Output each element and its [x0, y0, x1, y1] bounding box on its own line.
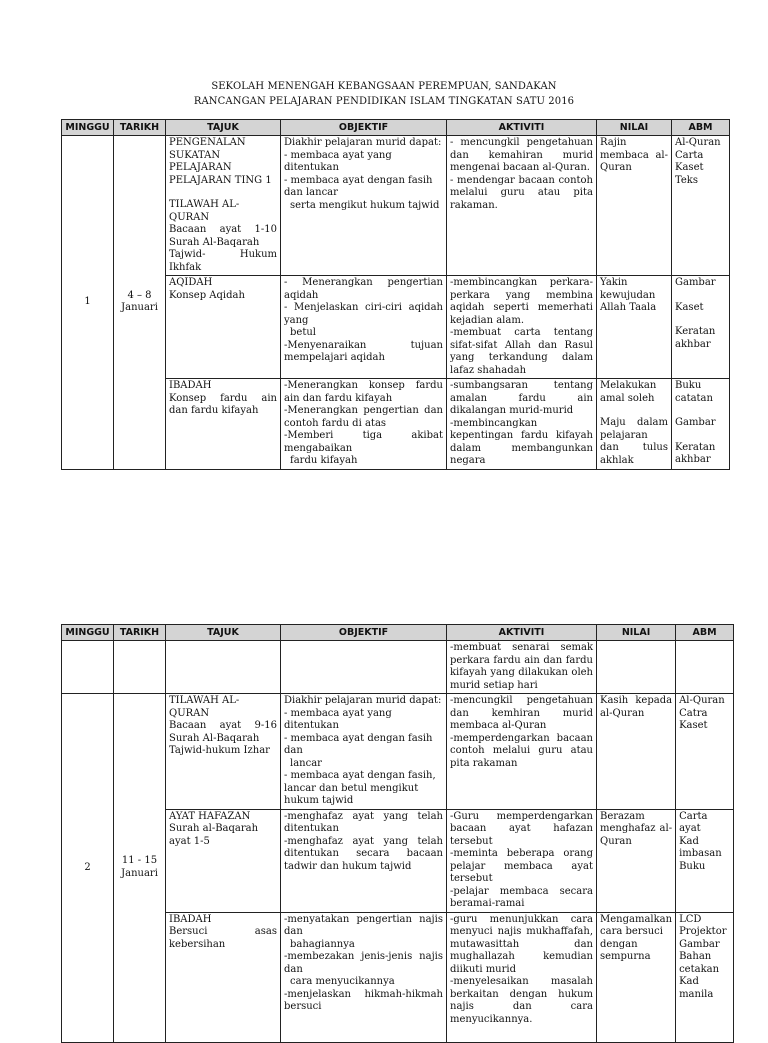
tajuk-line: Surah Al-Baqarah — [169, 236, 260, 248]
tarikh-range: 11 - 15 — [121, 855, 158, 867]
tajuk-line: Tajwid- Hukum — [169, 249, 277, 260]
aktiviti-line: -meminta beberapa orang pelajar membaca ayat tersebut — [450, 848, 593, 884]
tajuk-line: PELAJARAN — [169, 162, 232, 173]
abm-line: Al-Quran — [675, 137, 721, 148]
aktiviti-line: -guru menunjukkan cara menyuci najis mukhaffafah, mutawasittah dan mughallazah kemudian diikuti murid — [450, 913, 593, 975]
objektif-line: -Menerangkan pengertian dan contoh fardu di atas — [284, 405, 443, 429]
nilai-line: Mengamalkan cara bersuci dengan sempurna — [600, 913, 673, 962]
header-abm: ABM — [676, 625, 734, 641]
table-row — [62, 694, 734, 810]
cell-aktiviti — [447, 694, 597, 810]
cell-objektif — [281, 276, 447, 379]
abm-line: Carta ayat — [679, 810, 708, 834]
objektif-line: Diakhir pelajaran murid dapat: — [284, 137, 442, 148]
header-nilai: NILAI — [597, 120, 672, 136]
header-tajuk: TAJUK — [166, 625, 281, 641]
cell-objektif — [281, 809, 447, 912]
cell-nilai — [597, 379, 672, 470]
table-header-row — [62, 120, 730, 136]
abm-line: Buku — [679, 860, 706, 872]
objektif-line: -menjelaskan hikmah-hikmah bersuci — [284, 988, 443, 1012]
objektif-line: -Memberi tiga akibat mengabaikan — [284, 430, 443, 454]
aktiviti-line: -memperdengarkan bacaan contoh melalui guru atau pita rakaman — [450, 732, 593, 769]
aktiviti-line: - mendengar bacaan contoh melalui guru atau pita rakaman. — [450, 174, 593, 211]
abm-line: Gambar — [679, 938, 720, 950]
objektif-line: cara menyucikannya — [290, 976, 395, 987]
cell-nilai — [597, 276, 672, 379]
tarikh-month: Januari — [121, 867, 158, 879]
abm-line: Kaset — [679, 720, 708, 731]
objektif-line: -menyatakan pengertian najis dan — [284, 913, 443, 937]
objektif-line: Diakhir pelajaran murid dapat: — [284, 695, 442, 706]
cell-tajuk — [166, 912, 281, 1042]
cell-nilai — [597, 641, 676, 694]
cell-aktiviti — [447, 641, 597, 694]
cell-minggu: 2 — [62, 694, 114, 1043]
header-abm: ABM — [672, 120, 730, 136]
tajuk-line: Konsep Aqidah — [169, 289, 245, 301]
abm-line: LCD — [679, 913, 702, 925]
tajuk-line: AQIDAH — [169, 277, 213, 288]
objektif-line: -menghafaz ayat yang telah ditentukan — [284, 810, 443, 834]
cell-objektif — [281, 136, 447, 276]
cell-aktiviti — [447, 912, 597, 1042]
abm-line: Catra — [679, 707, 708, 719]
objektif-line: -membezakan jenis-jenis najis dan — [284, 951, 443, 975]
aktiviti-line: -Guru memperdengarkan bacaan ayat hafazan tersebut — [450, 810, 593, 847]
nilai-line: Kasih kepada al-Quran — [600, 695, 673, 719]
abm-line: Al-Quran — [679, 695, 725, 706]
cell-nilai — [597, 809, 676, 912]
objektif-line: lancar — [290, 757, 322, 769]
tajuk-line: Bersuci asas kebersihan — [169, 926, 277, 950]
page-title — [0, 79, 768, 109]
cell-tajuk — [166, 641, 281, 694]
aktiviti-line: -membuat senarai semak perkara fardu ain dan fardu kifayah yang dilakukan oleh murid setiap hari — [450, 642, 593, 691]
cell-aktiviti — [447, 809, 597, 912]
cell-abm — [676, 641, 734, 694]
abm-line: Projektor — [679, 926, 727, 937]
cell-nilai — [597, 912, 676, 1042]
cell-tajuk — [166, 379, 281, 470]
objektif-line: serta mengikut hukum tajwid — [290, 199, 440, 211]
nilai-line: Berazam menghafaz al-Quran — [600, 810, 673, 847]
nilai-line: Allah Taala — [600, 302, 657, 313]
tarikh-range: 4 – 8 — [127, 289, 152, 301]
abm-line: Kad — [679, 835, 699, 847]
header-minggu: MINGGU — [62, 625, 114, 641]
abm-line: Gambar — [675, 417, 716, 428]
cell-abm — [676, 809, 734, 912]
objektif-line: betul — [290, 327, 316, 338]
aktiviti-line: -pelajar membaca secara beramai-ramai — [450, 885, 593, 909]
abm-line: Kad manila — [679, 976, 714, 1000]
objektif-line: -menghafaz ayat yang telah ditentukan secara bacaan tadwir dan hukum tajwid — [284, 835, 443, 872]
nilai-line: Rajin membaca al-Quran — [600, 137, 668, 173]
abm-line: Teks — [675, 174, 699, 186]
objektif-line: - membaca ayat dengan fasih dan lancar — [284, 174, 433, 198]
cell-abm — [672, 379, 730, 470]
abm-line: akhbar — [675, 338, 711, 350]
tajuk-line: AYAT HAFAZAN — [169, 810, 251, 822]
tajuk-line: TILAWAH AL-QURAN — [169, 199, 240, 223]
objektif-line: bahagiannya — [290, 938, 355, 950]
tajuk-line: Surah Al-Baqarah — [169, 732, 260, 744]
cell-tajuk — [166, 136, 281, 276]
cell-objektif — [281, 694, 447, 810]
nilai-line: Maju dalam pelajaran dan tulus akhlak — [600, 417, 668, 466]
cell-aktiviti — [447, 136, 597, 276]
tajuk-line: Tajwid-hukum Izhar — [169, 745, 270, 756]
cell-tajuk — [166, 276, 281, 379]
objektif-line: - membaca ayat dengan fasih dan — [284, 732, 433, 756]
cell-abm — [672, 276, 730, 379]
header-tarikh: TARIKH — [114, 625, 166, 641]
aktiviti-line: -menyelesaikan masalah berkaitan dengan hukum najis dan cara menyucikannya. — [450, 976, 593, 1025]
plan-title: RANCANGAN PELAJARAN PENDIDIKAN ISLAM TINGKATAN SATU 2016 — [193, 96, 575, 107]
objektif-line: -Menyenaraikan tujuan mempelajari aqidah — [284, 339, 443, 363]
lesson-plan-table-week-1 — [61, 119, 730, 470]
objektif-line: fardu kifayah — [290, 455, 358, 466]
aktiviti-line: - mencungkil pengetahuan dan kemahiran murid mengenai bacaan al-Quran. — [450, 137, 593, 173]
tajuk-line: Bacaan ayat 1-10 — [169, 224, 277, 235]
cell-objektif — [281, 641, 447, 694]
objektif-line: - Menerangkan pengertian aqidah — [284, 277, 443, 301]
cell-minggu — [62, 641, 114, 694]
abm-line: catatan — [675, 392, 713, 404]
tajuk-line: IBADAH — [169, 380, 212, 391]
lesson-plan-table-week-2 — [61, 624, 734, 1043]
abm-line: Buku — [675, 380, 702, 391]
nilai-line: kewujudan — [600, 289, 656, 301]
table-row — [62, 136, 730, 276]
abm-line: akhbar — [675, 454, 711, 465]
cell-aktiviti — [447, 379, 597, 470]
tajuk-line: IBADAH — [169, 913, 212, 925]
objektif-line: -Menerangkan konsep fardu ain dan fardu kifayah — [284, 380, 443, 404]
abm-line: Kaset — [675, 162, 704, 173]
aktiviti-line: -sumbangsaran tentang amalan fardu ain dikalangan murid-murid — [450, 380, 593, 416]
header-objektif: OBJEKTIF — [281, 625, 447, 641]
cell-aktiviti — [447, 276, 597, 379]
school-name: SEKOLAH MENENGAH KEBANGSAAN PEREMPUAN, SANDAKAN — [211, 81, 557, 92]
header-aktiviti: AKTIVITI — [447, 120, 597, 136]
header-tarikh: TARIKH — [114, 120, 166, 136]
cell-nilai — [597, 136, 672, 276]
tajuk-line: TILAWAH AL-QURAN — [169, 695, 240, 719]
abm-line: Kaset — [675, 301, 704, 313]
tarikh-month: Januari — [121, 302, 158, 314]
abm-line: Keratan — [675, 326, 716, 337]
tajuk-line: Konsep fardu ain dan fardu kifayah — [169, 392, 277, 416]
header-tajuk: TAJUK — [166, 120, 281, 136]
cell-tarikh — [114, 136, 166, 470]
header-objektif: OBJEKTIF — [281, 120, 447, 136]
aktiviti-line: -mencungkil pengetahuan dan kemhiran murid membaca al-Quran — [450, 695, 593, 731]
objektif-line: - membaca ayat dengan fasih, lancar dan betul mengikut hukum tajwid — [284, 770, 436, 806]
nilai-line: Yakin — [600, 277, 628, 288]
cell-abm — [676, 912, 734, 1042]
aktiviti-line: -membincangkan perkara-perkara yang membina aqidah seperti memerhati kejadian alam. — [450, 277, 593, 326]
cell-objektif — [281, 379, 447, 470]
abm-line: imbasan — [679, 848, 722, 859]
objektif-line: - Menjelaskan ciri-ciri aqidah yang — [284, 302, 443, 326]
objektif-line: - membaca ayat yang ditentukan — [284, 149, 392, 173]
nilai-line: Melakukan amal soleh — [600, 380, 657, 404]
abm-line: Bahan — [679, 951, 712, 962]
tajuk-line: SUKATAN — [169, 149, 221, 161]
tajuk-line: Ikhfak — [169, 261, 202, 273]
objektif-line: - membaca ayat yang ditentukan — [284, 707, 392, 731]
table-header-row — [62, 625, 734, 641]
cell-nilai — [597, 694, 676, 810]
header-nilai: NILAI — [597, 625, 676, 641]
aktiviti-line: -membuat carta tentang sifat-sifat Allah dan Rasul yang terkandung dalam lafaz shahadah — [450, 327, 593, 376]
cell-tajuk — [166, 809, 281, 912]
header-aktiviti: AKTIVITI — [447, 625, 597, 641]
cell-abm — [676, 694, 734, 810]
tajuk-line: PELAJARAN TING 1 — [169, 174, 272, 186]
abm-line: Carta — [675, 149, 704, 161]
cell-tarikh — [114, 694, 166, 1043]
header-minggu: MINGGU — [62, 120, 114, 136]
abm-line: Gambar — [675, 277, 716, 288]
tajuk-line: PENGENALAN — [169, 137, 246, 148]
table-row — [62, 641, 734, 694]
cell-tajuk — [166, 694, 281, 810]
abm-line: Keratan — [675, 441, 716, 453]
tajuk-line: Bacaan ayat 9-16 — [169, 720, 277, 731]
tajuk-line: Surah al-Baqarah ayat 1-5 — [169, 823, 259, 847]
cell-tarikh — [114, 641, 166, 694]
aktiviti-line: -membincangkan kepentingan fardu kifayah dalam membangunkan negara — [450, 417, 593, 466]
cell-abm — [672, 136, 730, 276]
cell-minggu: 1 — [62, 136, 114, 470]
cell-objektif — [281, 912, 447, 1042]
abm-line: cetakan — [679, 963, 720, 975]
